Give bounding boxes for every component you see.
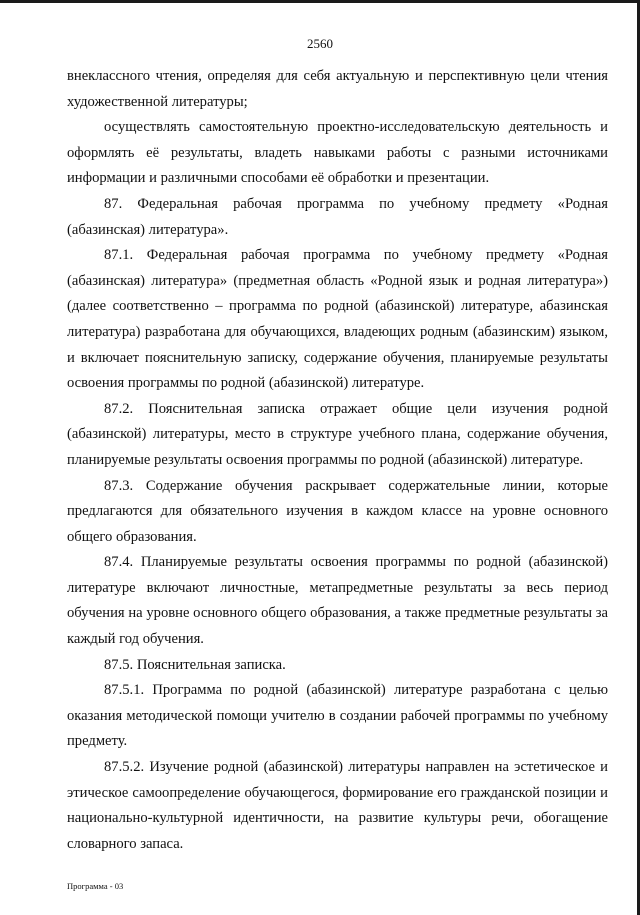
- paragraph-10: 87.5.2. Изучение родной (абазинской) литературы направлен на эстетическое и этическое самоопределение обучающегося, формирование его гражданской позиции и национально-культурной идентичности, на развитие культуры речи, обогащение словарного запаса.: [67, 759, 608, 852]
- paragraph-2: осуществлять самостоятельную проектно-исследовательскую деятельность и оформлять её результаты, владеть навыками работы с разными источниками информации и различными способами её обработки и презентации.: [67, 119, 608, 187]
- paragraph-1: внеклассного чтения, определяя для себя актуальную и перспективную цели чтения художественной литературы;: [67, 68, 608, 110]
- page-number: 2560: [307, 36, 333, 51]
- paragraph-6: 87.3. Содержание обучения раскрывает содержательные линии, которые предлагаются для обязательного изучения в каждом классе на уровне основного общего образования.: [67, 477, 608, 545]
- paragraph-4: 87.1. Федеральная рабочая программа по учебному предмету «Родная (абазинская) литература» (предметная область «Родной язык и родная литература») (далее соответственно – программа по родной (абазинской) литературе, абазинская литература) разработана для обучающихся, владеющих родным (абазинским) языком, и включает пояснительную записку, содержание обучения, планируемые результаты освоения программы по родной (абазинской) литературе.: [67, 247, 608, 392]
- paragraph-9: 87.5.1. Программа по родной (абазинской) литературе разработана с целью оказания методической помощи учителю в создании рабочей программы по учебному предмету.: [67, 682, 608, 750]
- paragraph-8: 87.5. Пояснительная записка.: [104, 656, 286, 673]
- footer-label: Программа - 03: [67, 881, 124, 891]
- paragraph-5: 87.2. Пояснительная записка отражает общие цели изучения родной (абазинской) литературы, место в структуре учебного плана, содержание обучения, планируемые результаты освоения программы по родной (абазинской) литературе.: [67, 400, 608, 468]
- document-body: [67, 64, 608, 857]
- paragraph-7: 87.4. Планируемые результаты освоения программы по родной (абазинской) литературе включают личностные, метапредметные результаты за весь период обучения на уровне основного общего образования, а также предметные результаты за каждый год обучения.: [67, 554, 608, 648]
- scan-edge-top: [0, 0, 640, 3]
- paragraph-3: 87. Федеральная рабочая программа по учебному предмету «Родная (абазинская) литература».: [67, 195, 608, 238]
